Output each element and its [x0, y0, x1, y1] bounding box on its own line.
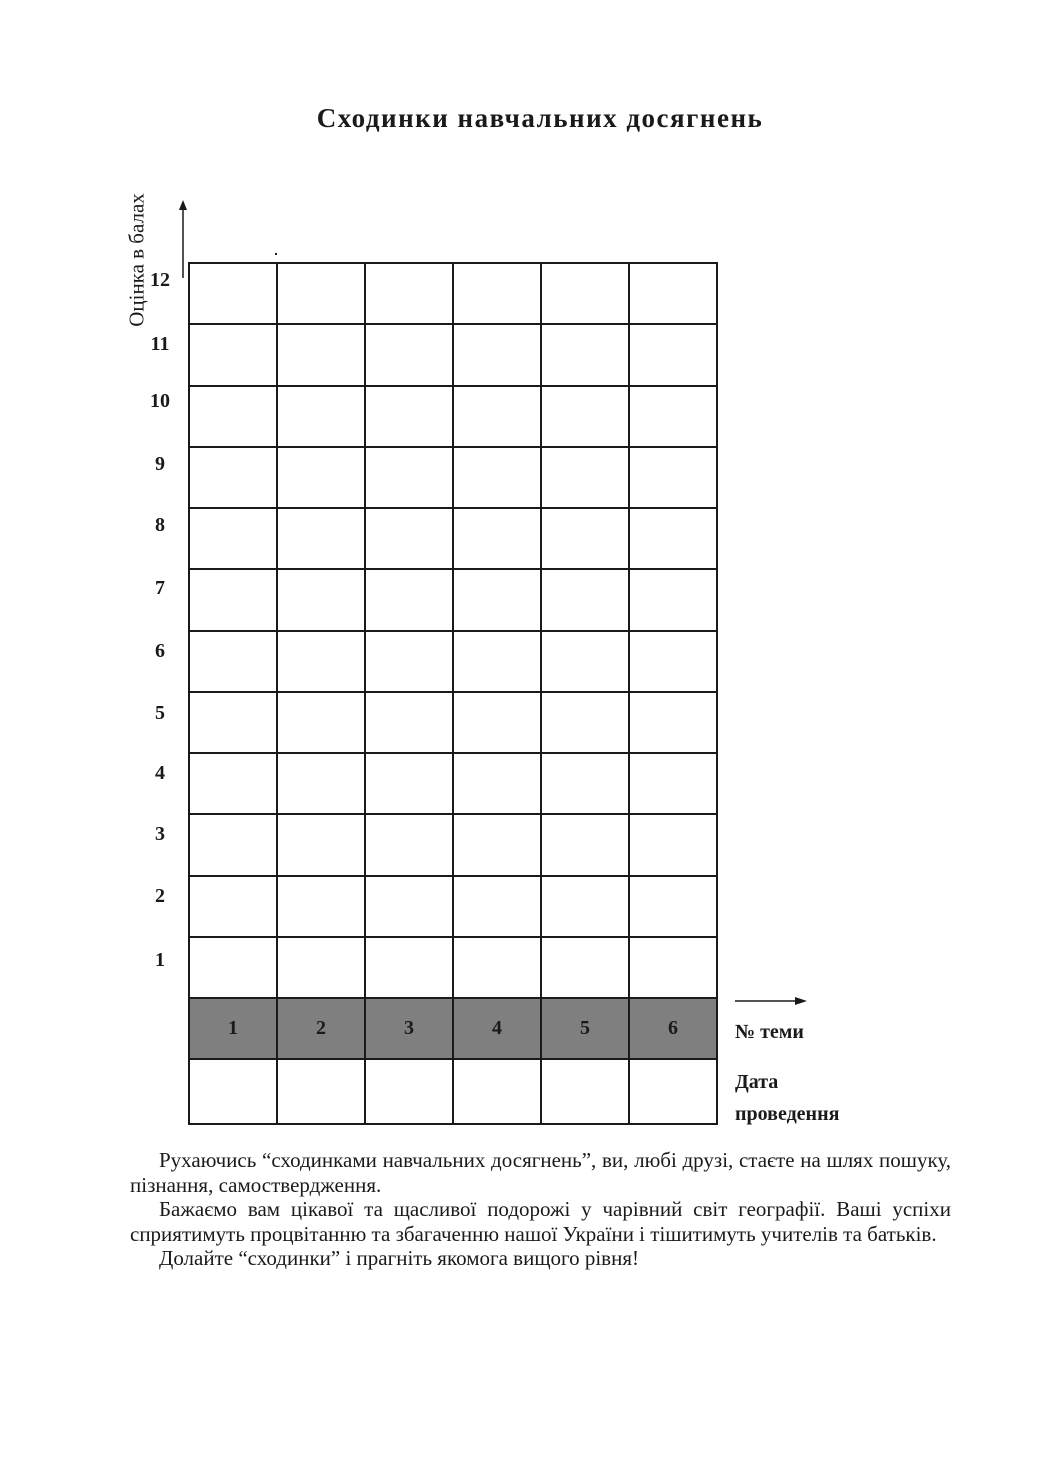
y-tick-8: 8	[155, 514, 165, 536]
y-tick-2: 2	[155, 885, 165, 907]
stray-dot	[275, 253, 277, 255]
grid-cell[interactable]	[629, 631, 717, 692]
grid-cell[interactable]	[541, 937, 629, 998]
grid-cell[interactable]	[541, 263, 629, 324]
paragraph: Рухаючись “сходинками навчальних досягнень”, ви, любі друзі, стаєте на шлях пошуку, пізнання, самоствердження.	[130, 1148, 951, 1197]
grid-cell[interactable]	[365, 937, 453, 998]
grid-cell[interactable]	[629, 814, 717, 875]
date-row	[189, 1059, 717, 1124]
grid-cell[interactable]	[629, 324, 717, 385]
grid-cell[interactable]	[365, 386, 453, 447]
grid-cell[interactable]	[365, 876, 453, 937]
grid-cell[interactable]	[189, 692, 277, 753]
grid-cell[interactable]	[277, 753, 365, 814]
y-tick-5: 5	[155, 702, 165, 724]
grid-cell[interactable]	[541, 814, 629, 875]
score-row-11	[189, 324, 717, 385]
grid-cell[interactable]	[189, 447, 277, 508]
grid-cell[interactable]	[189, 324, 277, 385]
y-axis-label: Оцінка в балах	[124, 193, 149, 327]
x-axis-arrow-icon	[735, 994, 807, 1008]
grid-cell[interactable]	[277, 569, 365, 630]
topic-number-row	[189, 998, 717, 1059]
grid-cell[interactable]	[365, 631, 453, 692]
grid-cell[interactable]	[189, 753, 277, 814]
grid-cell[interactable]	[629, 263, 717, 324]
grid-cell[interactable]	[541, 692, 629, 753]
topic-number-cell: 2	[277, 998, 365, 1059]
y-tick-4: 4	[155, 762, 165, 784]
grid-cell[interactable]	[277, 876, 365, 937]
grid-cell[interactable]	[453, 508, 541, 569]
date-cell[interactable]	[365, 1059, 453, 1124]
grid-cell[interactable]	[541, 753, 629, 814]
topic-row-label: № теми	[735, 1021, 804, 1043]
grid-cell[interactable]	[541, 447, 629, 508]
score-row-4	[189, 753, 717, 814]
topic-number-cell: 1	[189, 998, 277, 1059]
grid-cell[interactable]	[189, 508, 277, 569]
grid-cell[interactable]	[629, 447, 717, 508]
y-tick-12: 12	[150, 269, 170, 291]
y-tick-6: 6	[155, 640, 165, 662]
topic-number-cell: 6	[629, 998, 717, 1059]
grid-cell[interactable]	[365, 508, 453, 569]
grid-cell[interactable]	[365, 324, 453, 385]
grid-cell[interactable]	[541, 876, 629, 937]
y-tick-11: 11	[150, 333, 170, 355]
grid-cell[interactable]	[629, 876, 717, 937]
grid-cell[interactable]	[453, 569, 541, 630]
achievement-grid	[188, 262, 718, 1125]
grid-cell[interactable]	[189, 569, 277, 630]
date-cell[interactable]	[629, 1059, 717, 1124]
grid-cell[interactable]	[629, 937, 717, 998]
grid-cell[interactable]	[365, 814, 453, 875]
score-row-1	[189, 937, 717, 998]
y-tick-1: 1	[155, 949, 165, 971]
grid-cell[interactable]	[277, 386, 365, 447]
grid-cell[interactable]	[453, 753, 541, 814]
grid-cell[interactable]	[541, 631, 629, 692]
grid-cell[interactable]	[629, 753, 717, 814]
grid-cell[interactable]	[365, 263, 453, 324]
score-row-6	[189, 631, 717, 692]
date-cell[interactable]	[277, 1059, 365, 1124]
grid-cell[interactable]	[277, 692, 365, 753]
grid-cell[interactable]	[277, 814, 365, 875]
grid-cell[interactable]	[277, 447, 365, 508]
score-row-5	[189, 692, 717, 753]
score-row-9	[189, 447, 717, 508]
y-tick-9: 9	[155, 453, 165, 475]
topic-number-cell: 4	[453, 998, 541, 1059]
grid-cell[interactable]	[277, 263, 365, 324]
grid-cell[interactable]	[189, 631, 277, 692]
grid-cell[interactable]	[453, 876, 541, 937]
grid-cell[interactable]	[453, 814, 541, 875]
score-row-7	[189, 569, 717, 630]
score-row-12	[189, 263, 717, 324]
grid-cell[interactable]	[365, 692, 453, 753]
grid-cell[interactable]	[541, 386, 629, 447]
date-cell[interactable]	[453, 1059, 541, 1124]
score-row-2	[189, 876, 717, 937]
grid-cell[interactable]	[541, 569, 629, 630]
grid-cell[interactable]	[629, 508, 717, 569]
grid-cell[interactable]	[453, 692, 541, 753]
intro-text	[130, 1148, 951, 1271]
grid-cell[interactable]	[541, 324, 629, 385]
grid-cell[interactable]	[365, 753, 453, 814]
grid-cell[interactable]	[541, 508, 629, 569]
paragraph: Бажаємо вам цікавої та щасливої подорожі у чарівний світ географії. Ваші успіхи сприятимуть процвітанню та збагаченню нашої України і тішитимуть учителів та батьків.	[130, 1197, 951, 1246]
grid-cell[interactable]	[453, 631, 541, 692]
grid-cell[interactable]	[189, 814, 277, 875]
grid-cell[interactable]	[189, 386, 277, 447]
grid-cell[interactable]	[277, 937, 365, 998]
topic-number-cell: 3	[365, 998, 453, 1059]
grid-cell[interactable]	[189, 263, 277, 324]
grid-cell[interactable]	[453, 937, 541, 998]
grid-cell[interactable]	[365, 447, 453, 508]
y-tick-10: 10	[150, 390, 170, 412]
grid-cell[interactable]	[453, 447, 541, 508]
grid-cell[interactable]	[189, 937, 277, 998]
score-row-10	[189, 386, 717, 447]
date-row-label-line1: Дата	[735, 1071, 779, 1093]
grid-cell[interactable]	[629, 569, 717, 630]
grid-cell[interactable]	[189, 876, 277, 937]
y-tick-7: 7	[155, 577, 165, 599]
topic-number-cell: 5	[541, 998, 629, 1059]
date-cell[interactable]	[541, 1059, 629, 1124]
paragraph: Долайте “сходинки” і прагніть якомога вищого рівня!	[159, 1246, 639, 1270]
page-title: Сходинки навчальних досягнень	[316, 103, 764, 133]
grid-cell[interactable]	[453, 263, 541, 324]
grid-cell[interactable]	[277, 324, 365, 385]
y-tick-3: 3	[155, 823, 165, 845]
date-cell[interactable]	[189, 1059, 277, 1124]
grid-cell[interactable]	[629, 386, 717, 447]
score-row-3	[189, 814, 717, 875]
score-row-8	[189, 508, 717, 569]
grid-cell[interactable]	[277, 508, 365, 569]
grid-cell[interactable]	[629, 692, 717, 753]
grid-cell[interactable]	[453, 386, 541, 447]
date-row-label-line2: проведення	[735, 1103, 840, 1125]
grid-cell[interactable]	[365, 569, 453, 630]
grid-cell[interactable]	[453, 324, 541, 385]
grid-cell[interactable]	[277, 631, 365, 692]
